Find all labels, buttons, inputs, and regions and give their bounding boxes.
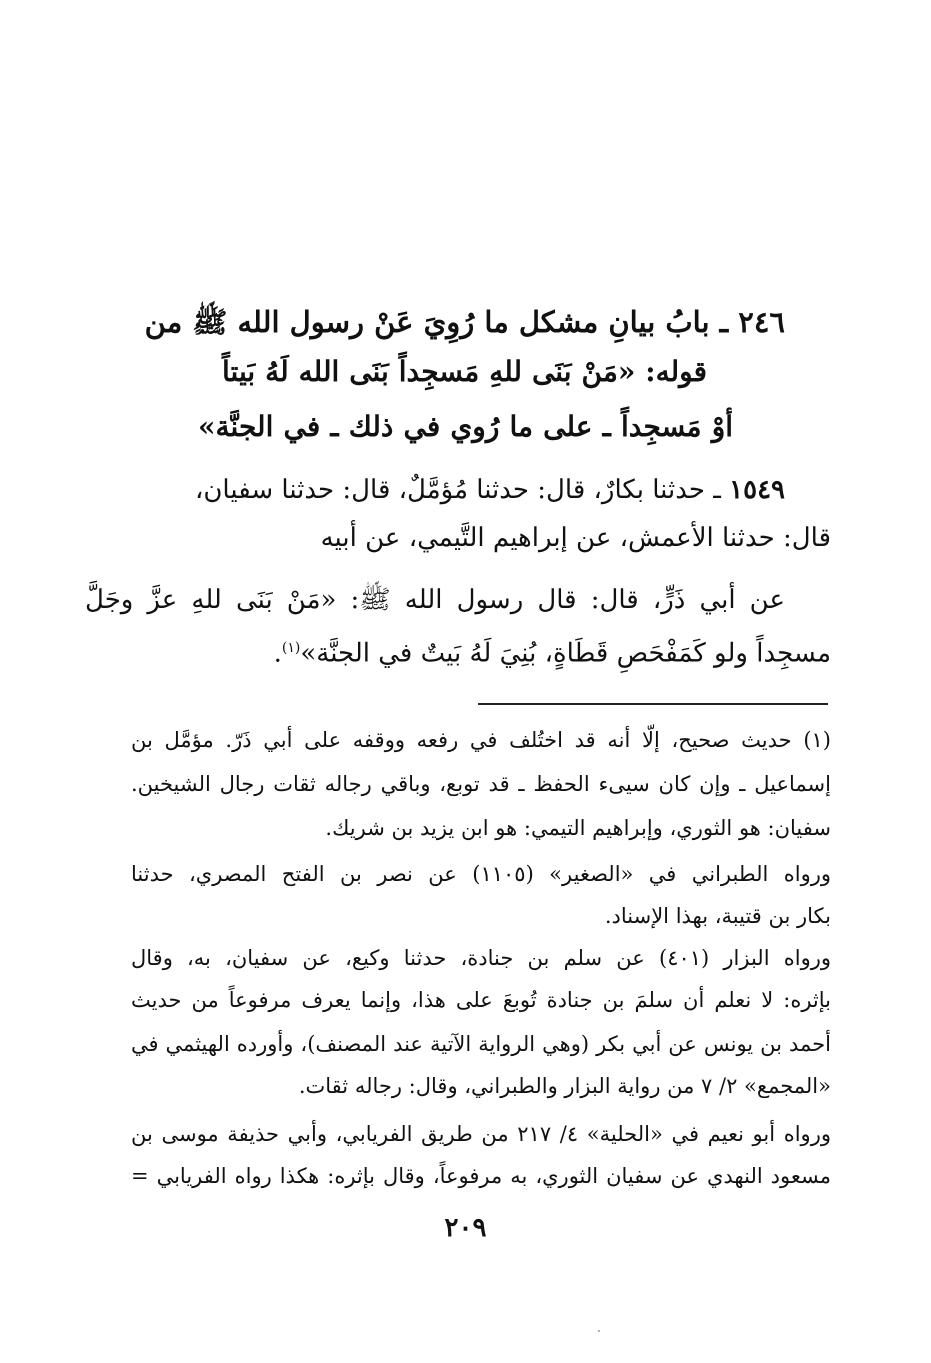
footnote-line-11: مسعود النهدي عن سفيان الثوري، به مرفوعاً، وقال بإثره: هكذا رواه الفريابي = [131,1164,831,1188]
hadith-line-1 [100,470,785,510]
page-number: ٢٠٩ [444,1213,487,1243]
footnote-line-10: ورواه أبو نعيم في «الحلية» ٤/ ٢١٧ من طريق الفريابي، وأبي حذيفة موسى بن [131,1122,831,1146]
footnote-line-2: إسماعيل ـ وإن كان سيىء الحفظ ـ قد توبع، وباقي رجاله ثقات رجال الشيخين. [131,772,831,796]
hadith-line-4 [191,628,831,674]
chapter-heading-line-1: ٢٤٦ ـ بابُ بيانِ مشكل ما رُوِيَ عَنْ رسول الله ﷺ من [144,305,785,339]
hadith-line-3: عن أبي ذَرٍّ، قال: قال رسول الله ﷺ: «مَنْ بَنَى للهِ عزَّ وجَلَّ [85,585,785,615]
footnote-line-6: ورواه البزار (٤٠١) عن سلم بن جنادة، حدثنا وكيع، عن سفيان، به، وقال [131,946,831,970]
footnote-line-1: (١) حديث صحيح، إلّا أنه قد اختُلف في رفعه ووقفه على أبي ذَرّ. مؤمَّل بن [131,728,831,752]
footnote-line-7: بإثره: لا نعلم أن سلمَ بن جنادة تُوبعَ على هذا، وإنما يعرف مرفوعاً من حديث [131,988,831,1012]
footnote-line-4: ورواه الطبراني في «الصغير» (١١٠٥) عن نصر بن الفتح المصري، حدثنا [131,862,832,886]
footnote-reference: (١) [281,640,301,656]
footnote-separator [478,703,828,705]
footnote-line-5: بكار بن قتيبة، بهذا الإسناد. [604,904,831,928]
chapter-heading-line-2: قوله: «مَنْ بَنَى للهِ مَسجِداً بَنَى الله لَهُ بَيتاً [222,355,707,388]
hadith-line-1-text: ـ حدثنا بكارٌ، قال: حدثنا مُؤمَّلٌ، قال: حدثنا سفيان، [194,475,730,505]
scan-speck [598,1330,600,1332]
footnote-line-3: سفيان: هو الثوري، وإبراهيم التيمي: هو ابن يزيد بن شريك. [325,816,831,840]
hadith-line-2: قال: حدثنا الأعمش، عن إبراهيم التَّيمي، عن أبيه [320,523,831,553]
footnote-line-8: أحمد بن يونس عن أبي بكر (وهي الرواية الآتية عند المصنف)، وأورده الهيثمي في [131,1032,831,1056]
hadith-line-4-end: . [273,638,282,669]
hadith-line-4-text: مسجِداً ولو كَمَفْحَصِ قَطَاةٍ، بُنِيَ لَهُ بَيتٌ في الجنَّة» [300,638,831,669]
chapter-heading-line-3: أوْ مَسجِداً ـ على ما رُوي في ذلك ـ في الجنَّة» [198,410,733,443]
footnote-line-9: «المجمع» ٢/ ٧ من رواية البزار والطبراني، وقال: رجاله ثقات. [298,1074,831,1098]
hadith-number: ١٥٤٩ [729,475,785,505]
